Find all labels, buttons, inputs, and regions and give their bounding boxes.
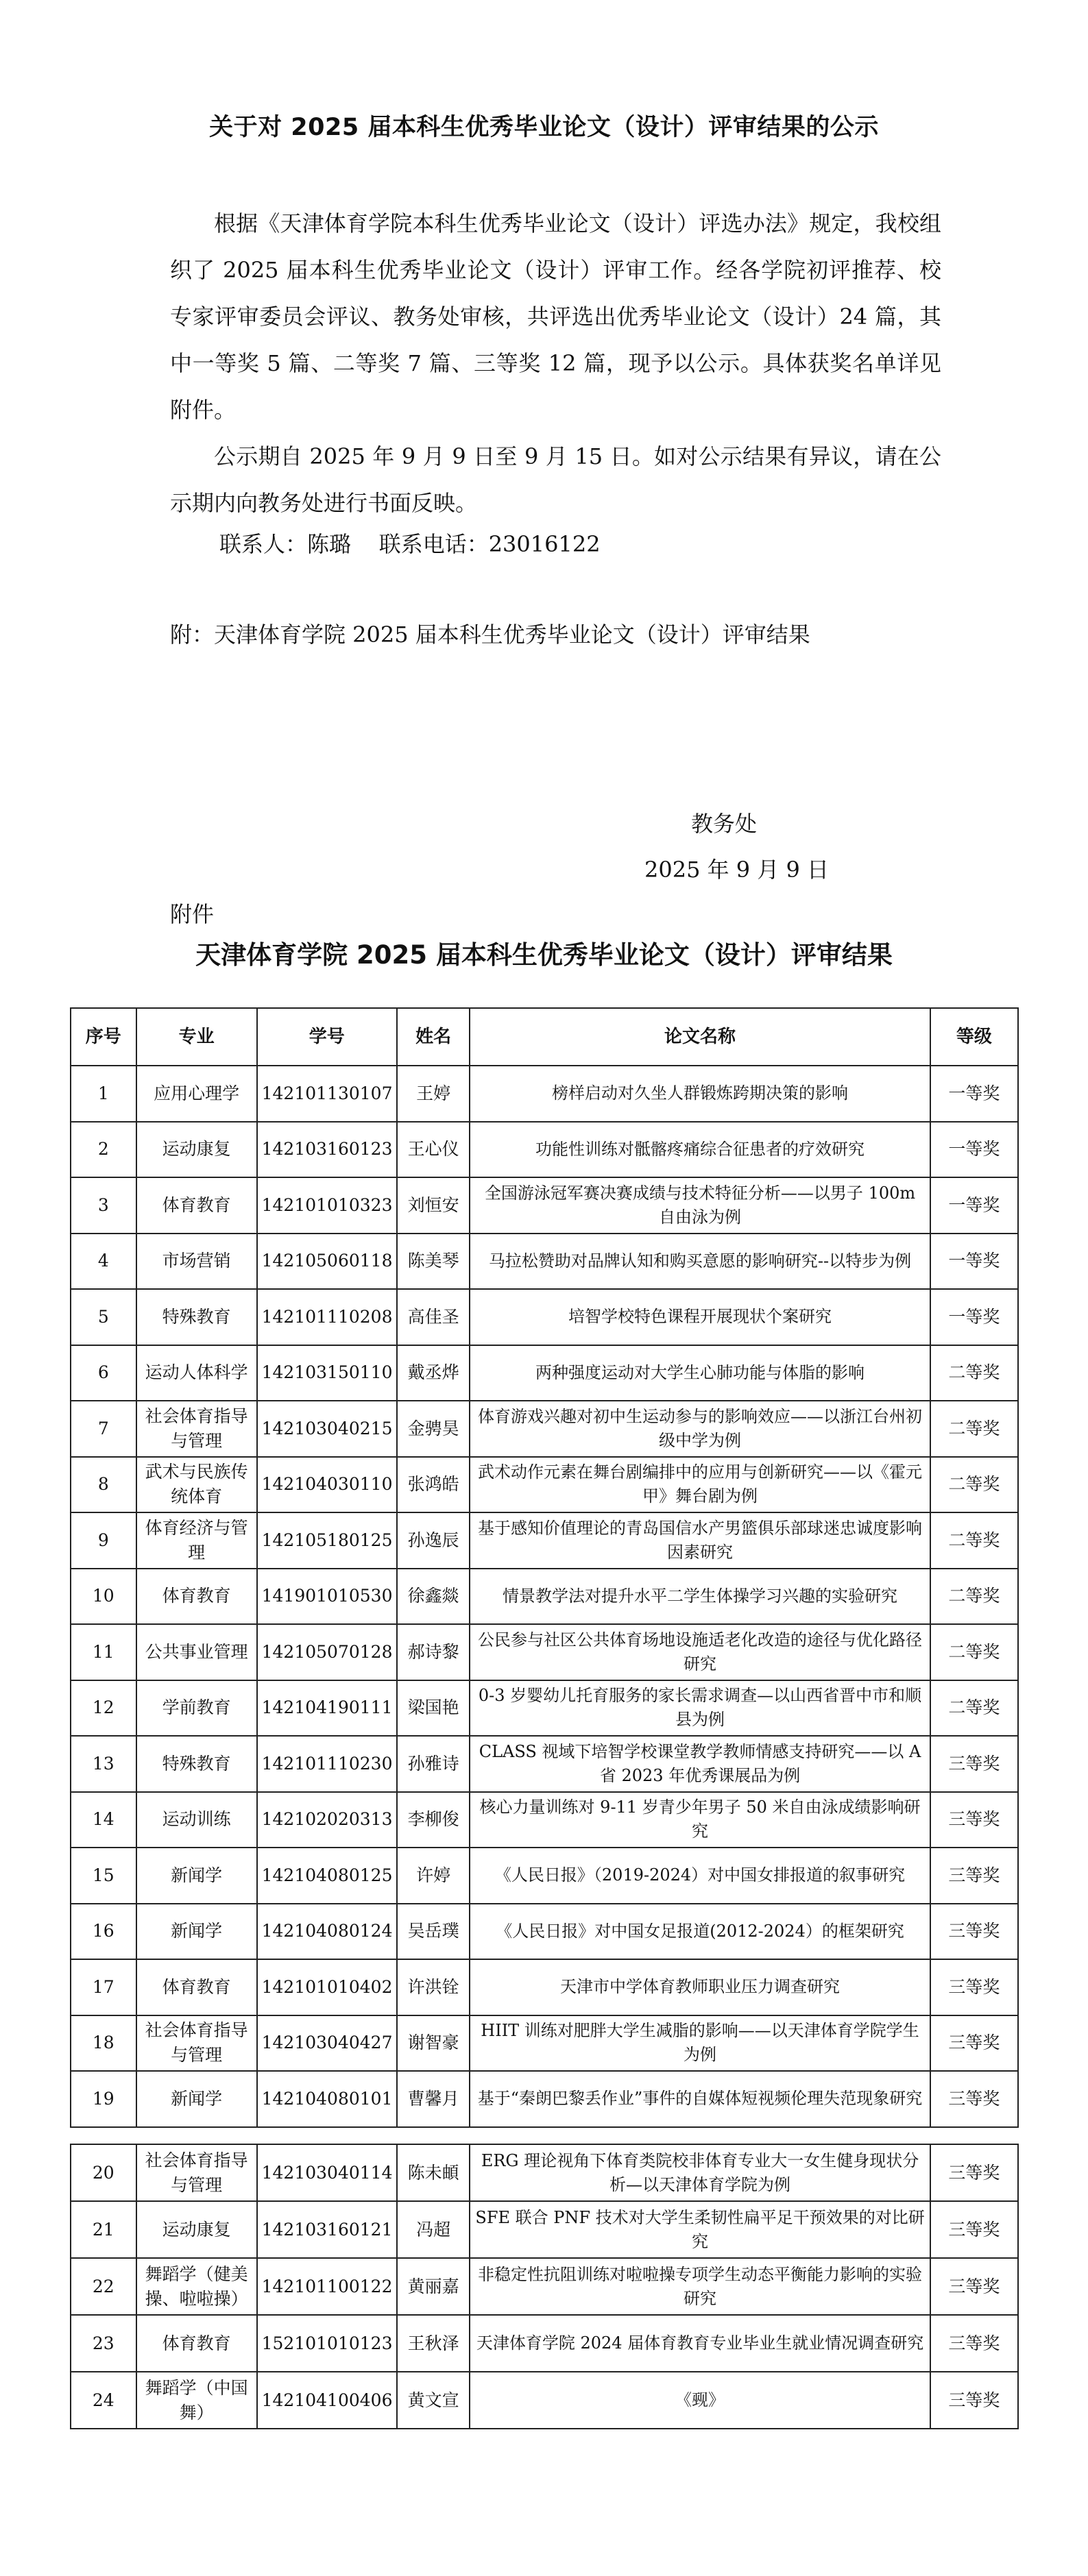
cell-grade: 三等奖 (930, 2071, 1018, 2127)
cell-title: 体育游戏兴趣对初中生运动参与的影响效应——以浙江台州初级中学为例 (470, 1401, 930, 1457)
cell-major: 学前教育 (136, 1680, 257, 1737)
cell-id: 142103160123 (257, 1122, 397, 1178)
cell-major: 舞蹈学（中国舞） (136, 2372, 257, 2429)
contact-line: 联系人：陈璐 联系电话：23016122 (219, 531, 601, 557)
cell-no: 6 (71, 1345, 136, 1401)
results-title: 天津体育学院 2025 届本科生优秀毕业论文（设计）评审结果 (195, 940, 893, 970)
table-row (71, 1289, 1018, 1345)
cell-name: 金骋昊 (397, 1401, 470, 1457)
table-row (71, 2071, 1018, 2127)
cell-title: 基于感知价值理论的青岛国信水产男篮俱乐部球迷忠诚度影响因素研究 (470, 1512, 930, 1569)
cell-id: 142101100122 (257, 2258, 397, 2315)
cell-grade: 三等奖 (930, 1848, 1018, 1904)
cell-id: 142105070128 (257, 1624, 397, 1680)
cell-no: 20 (71, 2144, 136, 2201)
cell-no: 12 (71, 1680, 136, 1737)
table-row (71, 1624, 1018, 1680)
cell-major: 新闻学 (136, 2071, 257, 2127)
cell-name: 王婷 (397, 1066, 470, 1122)
cell-title: CLASS 视域下培智学校课堂教学教师情感支持研究——以 A 省 2023 年优秀课展品为例 (470, 1736, 930, 1792)
cell-no: 10 (71, 1569, 136, 1625)
cell-name: 郝诗黎 (397, 1624, 470, 1680)
notice-paragraph-1: 根据《天津体育学院本科生优秀毕业论文（设计）评选办法》规定，我校组织了 2025 届本科生优秀毕业论文（设计）评审工作。经各学院初评推荐、校专家评审委员会评议、教务处审核，共评选出优秀毕业论文（设计）24 篇，其中一等奖 5 篇、二等奖 7 篇、三等奖 12 篇，现予以公示。具体获奖名单详见附件。 (170, 210, 941, 423)
cell-grade: 一等奖 (930, 1177, 1018, 1234)
results-table-continued (70, 2144, 1019, 2429)
cell-major: 体育经济与管理 (136, 1512, 257, 1569)
cell-grade: 二等奖 (930, 1569, 1018, 1625)
cell-name: 许洪铨 (397, 1959, 470, 2015)
table-row (71, 1234, 1018, 1290)
cell-major: 舞蹈学（健美操、啦啦操） (136, 2258, 257, 2315)
cell-name: 王秋泽 (397, 2315, 470, 2372)
cell-name: 王心仪 (397, 1122, 470, 1178)
cell-no: 9 (71, 1512, 136, 1569)
cell-grade: 三等奖 (930, 1792, 1018, 1848)
attachment-label: 附件 (170, 901, 215, 927)
attachment-note: 附：天津体育学院 2025 届本科生优秀毕业论文（设计）评审结果 (170, 622, 810, 648)
cell-title: 《人民日报》（2019-2024）对中国女排报道的叙事研究 (470, 1848, 930, 1904)
cell-id: 142105180125 (257, 1512, 397, 1569)
cell-major: 社会体育指导与管理 (136, 2144, 257, 2201)
cell-name: 高佳圣 (397, 1289, 470, 1345)
header-major: 专业 (136, 1008, 257, 1066)
cell-major: 特殊教育 (136, 1736, 257, 1792)
cell-grade: 二等奖 (930, 1401, 1018, 1457)
cell-name: 黄丽嘉 (397, 2258, 470, 2315)
cell-major: 运动训练 (136, 1792, 257, 1848)
table-row (71, 1177, 1018, 1234)
cell-name: 李柳俊 (397, 1792, 470, 1848)
table-row (71, 1904, 1018, 1960)
cell-no: 14 (71, 1792, 136, 1848)
table-row (71, 2144, 1018, 2201)
cell-major: 体育教育 (136, 2315, 257, 2372)
cell-title: 榜样启动对久坐人群锻炼跨期决策的影响 (470, 1066, 930, 1122)
cell-name: 黄文宣 (397, 2372, 470, 2429)
table-row (71, 1792, 1018, 1848)
cell-major: 公共事业管理 (136, 1624, 257, 1680)
cell-name: 张鸿皓 (397, 1457, 470, 1513)
cell-no: 13 (71, 1736, 136, 1792)
cell-no: 11 (71, 1624, 136, 1680)
cell-major: 特殊教育 (136, 1289, 257, 1345)
cell-id: 142101010323 (257, 1177, 397, 1234)
cell-title: 两种强度运动对大学生心肺功能与体脂的影响 (470, 1345, 930, 1401)
cell-major: 武术与民族传统体育 (136, 1457, 257, 1513)
cell-name: 孙雅诗 (397, 1736, 470, 1792)
cell-no: 21 (71, 2201, 136, 2258)
table-row (71, 1401, 1018, 1457)
cell-title: HIIT 训练对肥胖大学生减脂的影响——以天津体育学院学生为例 (470, 2015, 930, 2072)
header-title: 论文名称 (470, 1008, 930, 1066)
table-header-row (71, 1008, 1018, 1066)
header-id: 学号 (257, 1008, 397, 1066)
cell-grade: 二等奖 (930, 1345, 1018, 1401)
cell-name: 陈美琴 (397, 1234, 470, 1290)
cell-name: 许婷 (397, 1848, 470, 1904)
cell-id: 142103160121 (257, 2201, 397, 2258)
cell-id: 142104080125 (257, 1848, 397, 1904)
cell-name: 陈未頔 (397, 2144, 470, 2201)
cell-major: 应用心理学 (136, 1066, 257, 1122)
cell-id: 142104080101 (257, 2071, 397, 2127)
table-row (71, 1512, 1018, 1569)
table-row (71, 1680, 1018, 1737)
cell-grade: 一等奖 (930, 1289, 1018, 1345)
table-row (71, 2201, 1018, 2258)
cell-id: 142101110208 (257, 1289, 397, 1345)
cell-id: 142103150110 (257, 1345, 397, 1401)
cell-title: 公民参与社区公共体育场地设施适老化改造的途径与优化路径研究 (470, 1624, 930, 1680)
cell-no: 22 (71, 2258, 136, 2315)
table-row (71, 1066, 1018, 1122)
cell-name: 吴岳璞 (397, 1904, 470, 1960)
cell-id: 142102020313 (257, 1792, 397, 1848)
cell-id: 142101010402 (257, 1959, 397, 2015)
header-name: 姓名 (397, 1008, 470, 1066)
cell-major: 运动康复 (136, 1122, 257, 1178)
table-row (71, 2372, 1018, 2429)
cell-name: 冯超 (397, 2201, 470, 2258)
cell-no: 19 (71, 2071, 136, 2127)
cell-no: 17 (71, 1959, 136, 2015)
cell-grade: 三等奖 (930, 2258, 1018, 2315)
notice-paragraph-2: 公示期自 2025 年 9 月 9 日至 9 月 15 日。如对公示结果有异议，请在公示期内向教务处进行书面反映。 (170, 443, 941, 516)
table-row (71, 1122, 1018, 1178)
table-row (71, 1569, 1018, 1625)
cell-no: 16 (71, 1904, 136, 1960)
table-row (71, 1736, 1018, 1792)
cell-name: 戴丞烨 (397, 1345, 470, 1401)
cell-id: 142104100406 (257, 2372, 397, 2429)
cell-title: 天津市中学体育教师职业压力调查研究 (470, 1959, 930, 2015)
header-grade: 等级 (930, 1008, 1018, 1066)
cell-id: 142103040114 (257, 2144, 397, 2201)
cell-id: 142104080124 (257, 1904, 397, 1960)
cell-grade: 三等奖 (930, 2201, 1018, 2258)
table-row (71, 2015, 1018, 2072)
cell-title: 《觋》 (470, 2372, 930, 2429)
cell-grade: 二等奖 (930, 1624, 1018, 1680)
cell-major: 体育教育 (136, 1569, 257, 1625)
table-row (71, 1457, 1018, 1513)
table-row (71, 1848, 1018, 1904)
cell-grade: 三等奖 (930, 1959, 1018, 2015)
cell-grade: 一等奖 (930, 1122, 1018, 1178)
cell-name: 梁国艳 (397, 1680, 470, 1737)
cell-id: 142101110230 (257, 1736, 397, 1792)
table-row (71, 2315, 1018, 2372)
cell-major: 新闻学 (136, 1848, 257, 1904)
cell-major: 运动康复 (136, 2201, 257, 2258)
cell-title: 《人民日报》对中国女足报道(2012-2024）的框架研究 (470, 1904, 930, 1960)
cell-no: 18 (71, 2015, 136, 2072)
cell-grade: 三等奖 (930, 2315, 1018, 2372)
cell-title: 天津体育学院 2024 届体育教育专业毕业生就业情况调查研究 (470, 2315, 930, 2372)
cell-id: 142105060118 (257, 1234, 397, 1290)
cell-major: 市场营销 (136, 1234, 257, 1290)
cell-title: 情景教学法对提升水平二学生体操学习兴趣的实验研究 (470, 1569, 930, 1625)
cell-no: 1 (71, 1066, 136, 1122)
cell-title: ERG 理论视角下体育类院校非体育专业大一女生健身现状分析—以天津体育学院为例 (470, 2144, 930, 2201)
cell-name: 谢智豪 (397, 2015, 470, 2072)
cell-id: 142103040427 (257, 2015, 397, 2072)
cell-grade: 三等奖 (930, 2144, 1018, 2201)
cell-grade: 二等奖 (930, 1680, 1018, 1737)
cell-id: 152101010123 (257, 2315, 397, 2372)
table-row (71, 2258, 1018, 2315)
cell-grade: 三等奖 (930, 2015, 1018, 2072)
cell-major: 体育教育 (136, 1177, 257, 1234)
cell-name: 刘恒安 (397, 1177, 470, 1234)
cell-grade: 一等奖 (930, 1234, 1018, 1290)
cell-no: 15 (71, 1848, 136, 1904)
cell-id: 142103040215 (257, 1401, 397, 1457)
cell-title: 全国游泳冠军赛决赛成绩与技术特征分析——以男子 100m 自由泳为例 (470, 1177, 930, 1234)
table-row (71, 1345, 1018, 1401)
cell-title: 基于“秦朗巴黎丢作业”事件的自媒体短视频伦理失范现象研究 (470, 2071, 930, 2127)
issuer: 教务处 (691, 811, 758, 837)
cell-major: 体育教育 (136, 1959, 257, 2015)
cell-title: SFE 联合 PNF 技术对大学生柔韧性扁平足干预效果的对比研究 (470, 2201, 930, 2258)
cell-name: 孙逸辰 (397, 1512, 470, 1569)
cell-grade: 二等奖 (930, 1457, 1018, 1513)
cell-title: 0-3 岁婴幼儿托育服务的家长需求调查—以山西省晋中市和顺县为例 (470, 1680, 930, 1737)
cell-title: 非稳定性抗阻训练对啦啦操专项学生动态平衡能力影响的实验研究 (470, 2258, 930, 2315)
cell-no: 2 (71, 1122, 136, 1178)
results-table (70, 1007, 1019, 2128)
cell-name: 徐鑫燚 (397, 1569, 470, 1625)
cell-no: 5 (71, 1289, 136, 1345)
table-row (71, 1959, 1018, 2015)
cell-major: 运动人体科学 (136, 1345, 257, 1401)
cell-title: 马拉松赞助对品牌认知和购买意愿的影响研究--以特步为例 (470, 1234, 930, 1290)
cell-major: 新闻学 (136, 1904, 257, 1960)
cell-no: 3 (71, 1177, 136, 1234)
cell-id: 142104190111 (257, 1680, 397, 1737)
cell-name: 曹馨月 (397, 2071, 470, 2127)
cell-major: 社会体育指导与管理 (136, 2015, 257, 2072)
cell-no: 23 (71, 2315, 136, 2372)
cell-major: 社会体育指导与管理 (136, 1401, 257, 1457)
cell-no: 4 (71, 1234, 136, 1290)
cell-no: 8 (71, 1457, 136, 1513)
cell-grade: 二等奖 (930, 1512, 1018, 1569)
cell-no: 7 (71, 1401, 136, 1457)
cell-title: 功能性训练对骶髂疼痛综合征患者的疗效研究 (470, 1122, 930, 1178)
cell-title: 培智学校特色课程开展现状个案研究 (470, 1289, 930, 1345)
cell-id: 142104030110 (257, 1457, 397, 1513)
cell-id: 141901010530 (257, 1569, 397, 1625)
cell-title: 核心力量训练对 9-11 岁青少年男子 50 米自由泳成绩影响研究 (470, 1792, 930, 1848)
cell-title: 武术动作元素在舞台剧编排中的应用与创新研究——以《霍元甲》舞台剧为例 (470, 1457, 930, 1513)
issue-date: 2025 年 9 月 9 日 (644, 857, 830, 883)
cell-grade: 三等奖 (930, 1904, 1018, 1960)
header-no: 序号 (71, 1008, 136, 1066)
notice-title: 关于对 2025 届本科生优秀毕业论文（设计）评审结果的公示 (209, 114, 879, 141)
cell-grade: 三等奖 (930, 1736, 1018, 1792)
cell-no: 24 (71, 2372, 136, 2429)
notice-body (170, 200, 941, 526)
cell-id: 142101130107 (257, 1066, 397, 1122)
cell-grade: 三等奖 (930, 2372, 1018, 2429)
cell-grade: 一等奖 (930, 1066, 1018, 1122)
